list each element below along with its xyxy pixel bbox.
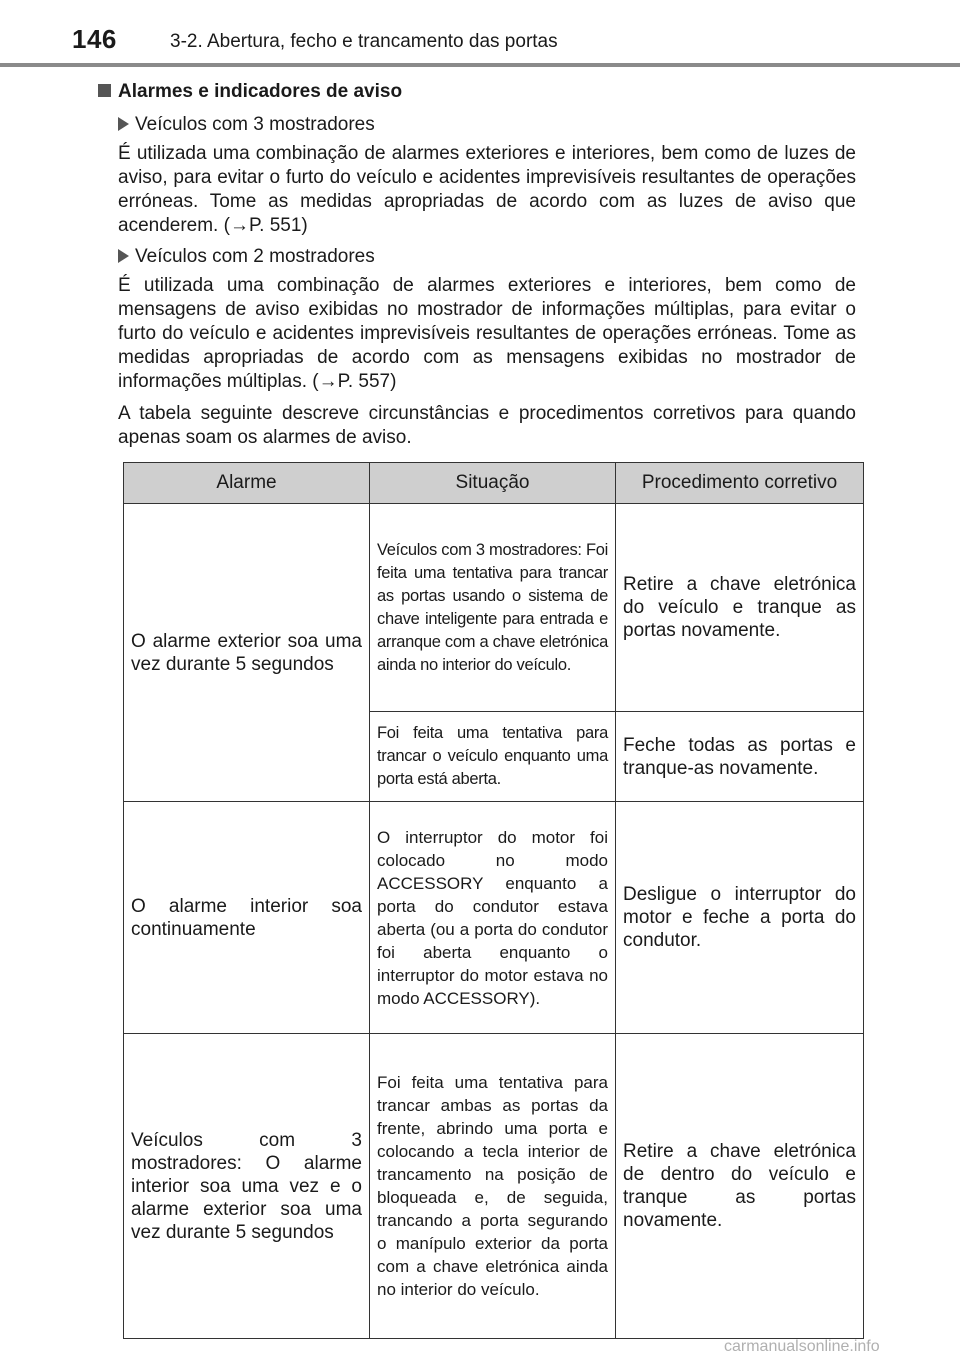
square-bullet-icon: [98, 84, 111, 97]
page-content: [98, 78, 858, 450]
subheading-3-displays: [118, 112, 878, 138]
alarm-table: [123, 462, 864, 1339]
situation-cell: Veículos com 3 mostradores: Foi feita uma tentativa para trancar as portas usando o sistema de chave inteligente para entrada e arranque com a chave eletrónica ainda no interior do veículo.: [370, 504, 616, 712]
alarm-cell: Veículos com 3 mostradores: O alarme interior soa uma vez e o alarme exterior soa uma vez durante 5 segundos: [124, 1034, 370, 1339]
table-row: [124, 504, 864, 712]
section-heading: [98, 78, 858, 106]
table-row: [124, 1034, 864, 1339]
section-title: 3-2. Abertura, fecho e trancamento das portas: [170, 31, 558, 52]
alarm-cell: O alarme exterior soa uma vez durante 5 segundos: [124, 504, 370, 802]
procedure-cell: Retire a chave eletrónica do veículo e tranque as portas novamente.: [616, 504, 864, 712]
subheading-3-displays-text: Veículos com 3 mostradores: [135, 114, 375, 135]
watermark: carmanualsonline.info: [724, 1338, 880, 1355]
situation-cell: O interruptor do motor foi colocado no modo ACCESSORY enquanto a porta do condutor estava aberta (ou a porta do condutor foi aberta enquanto o interruptor do motor estava no modo ACCESSORY).: [370, 802, 616, 1034]
table-row: [124, 802, 864, 1034]
triangle-bullet-icon: [118, 117, 129, 131]
column-header-alarm: Alarme: [124, 463, 370, 504]
subheading-2-displays: [118, 244, 878, 270]
procedure-cell: Feche todas as portas e tranque-as novamente.: [616, 712, 864, 802]
procedure-cell: Desligue o interruptor do motor e feche a porta do condutor.: [616, 802, 864, 1034]
page-header: [0, 0, 960, 68]
header-divider: [0, 63, 960, 67]
paragraph-table-intro: A tabela seguinte descreve circunstâncias e procedimentos corretivos para quando apenas soam os alarmes de aviso.: [118, 403, 856, 448]
column-header-procedure: Procedimento corretivo: [616, 463, 864, 504]
section-heading-text: Alarmes e indicadores de aviso: [118, 81, 403, 102]
paragraph-3-displays: É utilizada uma combinação de alarmes exteriores e interiores, bem como de luzes de aviso, para evitar o furto do veículo e acidentes imprevisíveis resultantes de operações erróneas. Tome as medidas apropriadas de acordo com as luzes de aviso que acenderem. (→P. 551): [118, 143, 856, 236]
procedure-cell: Retire a chave eletrónica de dentro do veículo e tranque as portas novamente.: [616, 1034, 864, 1339]
paragraph-2-displays: É utilizada uma combinação de alarmes exteriores e interiores, bem como de mensagens de aviso exibidas no mostrador de informações múltiplas, para evitar o furto do veículo e acidentes imprevisíveis resultantes de operações erróneas. Tome as medidas apropriadas de acordo com as mensagens exibidas no mostrador de informações múltiplas. (→P. 557): [118, 275, 856, 392]
page-number: 146: [72, 24, 117, 54]
triangle-bullet-icon: [118, 249, 129, 263]
subheading-2-displays-text: Veículos com 2 mostradores: [135, 246, 375, 267]
alarm-cell: O alarme interior soa continuamente: [124, 802, 370, 1034]
table-header-row: [124, 463, 864, 504]
column-header-situation: Situação: [370, 463, 616, 504]
situation-cell: Foi feita uma tentativa para trancar ambas as portas da frente, abrindo uma porta e colocando a tecla interior de trancamento na posição de bloqueada e, de seguida, trancando a porta segurando o manípulo exterior da porta com a chave eletrónica ainda no interior do veículo.: [370, 1034, 616, 1339]
situation-cell: Foi feita uma tentativa para trancar o veículo enquanto uma porta está aberta.: [370, 712, 616, 802]
